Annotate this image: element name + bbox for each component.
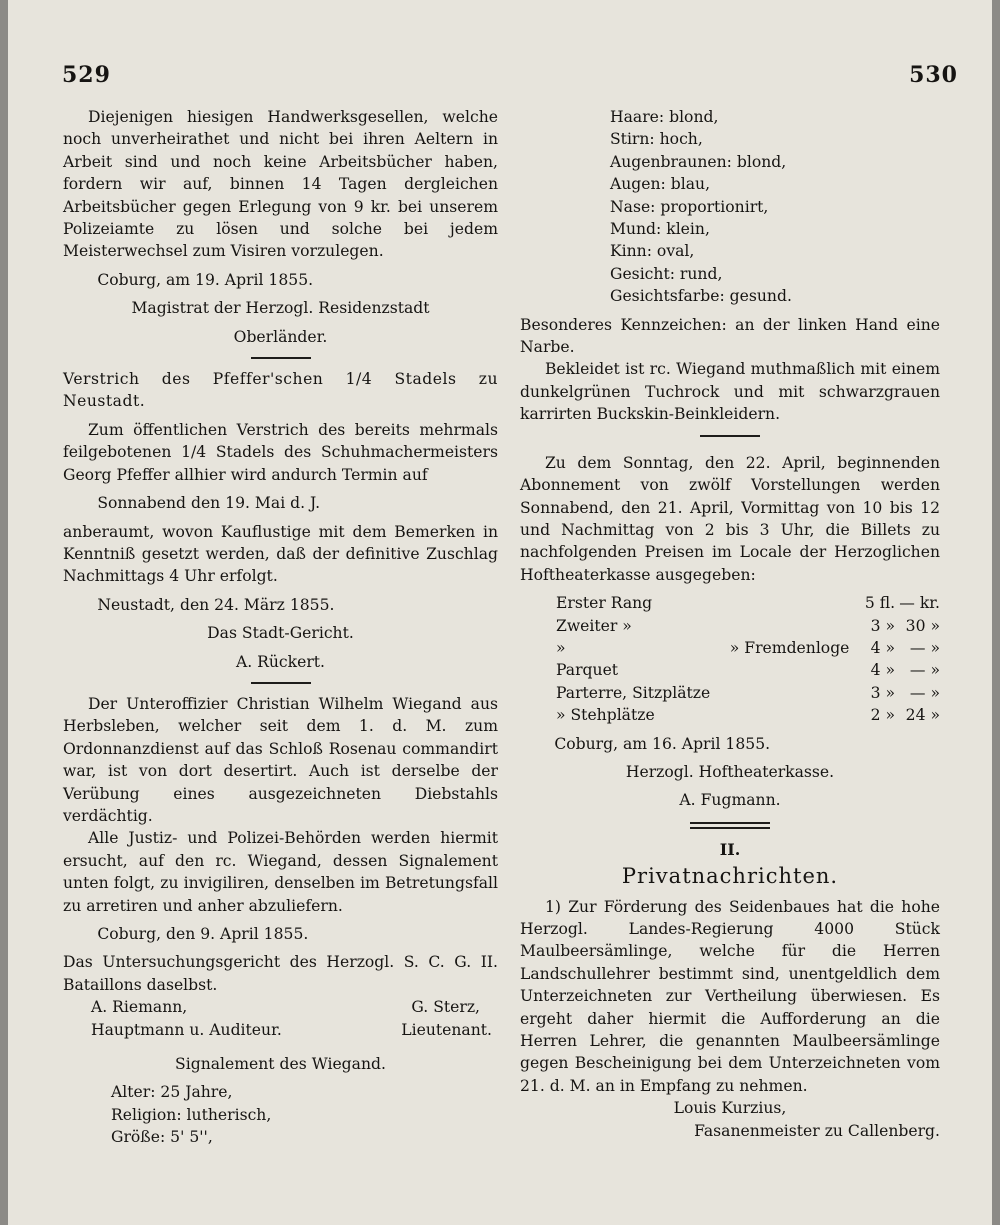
- price-row: [520, 592, 940, 614]
- notice-auction-place-date: Neustadt, den 24. März 1855.: [97, 595, 335, 614]
- description-list: [520, 106, 940, 308]
- signalement-religion: Religion: lutherisch,: [111, 1105, 272, 1124]
- notice-auction-text2: anberaumt, wovon Kauflustige mit dem Bemerken in Kenntniß gesetzt werden, daß der definitive Zuschlag Nachmittags 4 Uhr erfolgt.: [63, 522, 498, 586]
- price-sub: [730, 704, 862, 726]
- double-divider: [690, 822, 770, 829]
- price-label: » Stehplätze: [556, 706, 655, 725]
- price-fl: 4 »: [870, 638, 896, 657]
- notice-auction-date: Sonnabend den 19. Mai d. J.: [97, 494, 321, 513]
- private-notice-text: 1) Zur Förderung des Seidenbaues hat die hohe Herzogl. Landes-Regierung 4000 Stück Maulbeersämlinge, welche für die Herren Landschullehrer bestimmt sind, unentgeldlich dem Unterzeichneten zur Vertheilung überwiesen. Es ergeht daher hiermit die Aufforderung an die Herren Lehrer, die genannten Maulbeersämlinge gegen Bescheinigung bei dem Unterzeichneten vom 21. d. M. an in Empfang zu nehmen.: [520, 897, 940, 1095]
- notice-deserter-authority: Das Untersuchungsgericht des Herzogl. S. C. G. II. Bataillons daselbst.: [63, 953, 498, 994]
- clothing: Bekleidet ist rc. Wiegand muthmaßlich mit einem dunkelgrünen Tuchrock und mit schwarzgrauen karrirten Buckskin-Beinkleidern.: [520, 360, 940, 424]
- price-row: [520, 637, 940, 659]
- price-sub: [730, 615, 862, 637]
- price-kr: 30 »: [905, 616, 940, 635]
- divider: [251, 682, 311, 684]
- notice-deserter-text2: Alle Justiz- und Polizei-Behörden werden hiermit ersucht, auf den rc. Wiegand, dessen Signalement unten folgt, zu invigiliren, denselben im Betretungsfall zu arretiren und anher abzuliefern.: [63, 829, 498, 915]
- description-item: Kinn: oval,: [610, 242, 695, 261]
- price-sub: [730, 682, 862, 704]
- signer-ranks-row: [63, 1019, 498, 1041]
- price-row: [520, 659, 940, 681]
- price-kr: 24 »: [905, 706, 940, 725]
- notice-auction-text: Zum öffentlichen Verstrich des bereits mehrmals feilgebotenen 1/4 Stadels des Schuhmachermeisters Georg Pfeffer allhier wird andurch Termin auf: [63, 420, 498, 484]
- price-label: Parterre, Sitzplätze: [556, 683, 711, 702]
- price-table: [520, 592, 940, 726]
- notice-workbooks-signer: Oberländer.: [233, 327, 328, 346]
- description-item: Stirn: hoch,: [610, 130, 703, 149]
- description-item: Augenbraunen: blond,: [610, 152, 787, 171]
- signalement-list: [63, 1081, 498, 1148]
- description-item: Gesichtsfarbe: gesund.: [610, 287, 792, 306]
- section-title: Privatnachrichten.: [621, 864, 839, 889]
- notice-workbooks-authority: Magistrat der Herzogl. Residenzstadt: [131, 299, 430, 318]
- price-label: Zweiter »: [556, 616, 632, 635]
- signer-names-row: [63, 996, 498, 1018]
- signalement-height: Größe: 5' 5'',: [111, 1128, 213, 1147]
- description-item: Mund: klein,: [610, 220, 710, 239]
- signer-sterz-rank: Lieutenant.: [401, 1020, 492, 1039]
- signer-sterz: G. Sterz,: [411, 998, 480, 1017]
- price-row: [520, 704, 940, 726]
- price-row: [520, 615, 940, 637]
- signer-riemann-rank: Hauptmann u. Auditeur.: [91, 1020, 282, 1039]
- private-notice-title: Fasanenmeister zu Callenberg.: [694, 1121, 940, 1140]
- newspaper-page: [8, 0, 992, 1225]
- description-item: Gesicht: rund,: [610, 264, 723, 283]
- theater-office: Herzogl. Hoftheaterkasse.: [625, 762, 835, 781]
- price-sub: [730, 659, 862, 681]
- price-label: Parquet: [556, 661, 619, 680]
- price-fl: 2 »: [870, 706, 896, 725]
- price-kr: — »: [909, 683, 940, 702]
- theater-place-date: Coburg, am 16. April 1855.: [554, 734, 771, 753]
- divider: [251, 357, 311, 359]
- notice-deserter-text: Der Unteroffizier Christian Wilhelm Wiegand aus Herbsleben, welcher seit dem 1. d. M. zum Ordonnanzdienst auf das Schloß Rosenau commandirt war, ist von dort desertirt. Auch ist derselbe der Verübung eines ausgezeichneten Diebstahls verdächtig.: [63, 694, 498, 825]
- price-fl: 3 »: [870, 683, 896, 702]
- special-marks: Besonderes Kennzeichen: an der linken Hand eine Narbe.: [520, 315, 940, 357]
- description-item: Nase: proportionirt,: [610, 197, 769, 216]
- private-notice-signer: Louis Kurzius,: [673, 1099, 787, 1118]
- price-fl: 4 »: [870, 661, 896, 680]
- left-column: [63, 106, 498, 1149]
- notice-auction-court: Das Stadt-Gericht.: [207, 624, 354, 643]
- signalement-title: Signalement des Wiegand.: [175, 1055, 386, 1074]
- notice-deserter-place-date: Coburg, den 9. April 1855.: [97, 925, 309, 943]
- notice-workbooks-text: Diejenigen hiesigen Handwerksgesellen, welche noch unverheirathet und nicht bei ihren Aeltern in Arbeit sind und noch keine Arbeitsbücher haben, fordern wir auf, binnen 14 Tagen dergleichen Arbeitsbücher gegen Erlegung von 9 kr. bei unserem Polizeiamte zu lösen und solche bei jedem Meisterwechsel zum Visiren vorzulegen.: [63, 108, 498, 261]
- notice-auction-title: Verstrich des Pfeffer'schen 1/4 Stadels zu Neustadt.: [63, 370, 498, 411]
- price-kr: — kr.: [899, 594, 940, 613]
- price-fl: 3 »: [870, 616, 896, 635]
- description-item: Augen: blau,: [610, 175, 711, 194]
- theater-text: Zu dem Sonntag, den 22. April, beginnenden Abonnement von zwölf Vorstellungen werden Sonnabend, den 21. April, Vormittag von 10 bis 12 und Nachmittag von 2 bis 3 Uhr, die Billets zu nachfolgenden Preisen im Locale der Herzoglichen Hoftheaterkasse ausgegeben:: [520, 453, 940, 584]
- price-label: »: [556, 638, 566, 657]
- price-fl: 5 fl.: [864, 594, 896, 613]
- signer-riemann: A. Riemann,: [91, 998, 188, 1017]
- page-number-right: 530: [909, 62, 958, 88]
- price-sub: [730, 592, 862, 614]
- price-sub: » Fremdenloge: [729, 638, 850, 657]
- page-number-left: 529: [62, 62, 111, 88]
- notice-workbooks-place-date: Coburg, am 19. April 1855.: [97, 270, 314, 289]
- price-kr: — »: [909, 638, 940, 657]
- price-label: Erster Rang: [556, 594, 653, 613]
- section-number: II.: [719, 839, 741, 859]
- signalement-age: Alter: 25 Jahre,: [111, 1083, 233, 1102]
- notice-auction-signer: A. Rückert.: [235, 652, 326, 671]
- price-kr: — »: [909, 661, 940, 680]
- theater-signer: A. Fugmann.: [679, 791, 781, 810]
- right-column: [520, 106, 940, 1142]
- price-row: [520, 682, 940, 704]
- divider: [700, 435, 760, 437]
- description-item: Haare: blond,: [610, 108, 719, 126]
